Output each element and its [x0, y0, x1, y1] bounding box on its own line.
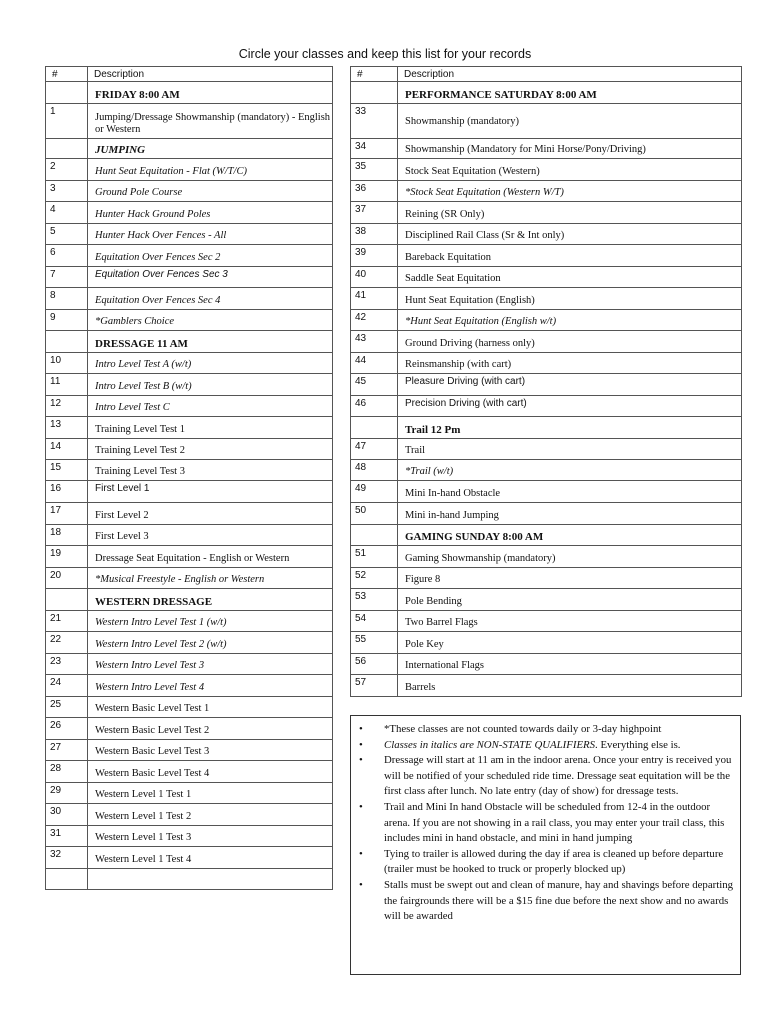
class-number: 22	[46, 632, 88, 654]
class-description: Gaming Showmanship (mandatory)	[398, 546, 742, 568]
class-description: Jumping/Dressage Showmanship (mandatory) - English or Western	[88, 104, 333, 139]
class-number: 41	[351, 288, 398, 310]
class-description: Disciplined Rail Class (Sr & Int only)	[398, 224, 742, 245]
class-number: 15	[46, 460, 88, 481]
class-description: Barrels	[398, 675, 742, 697]
class-description: Training Level Test 3	[88, 460, 333, 481]
class-number: 4	[46, 202, 88, 224]
class-row	[46, 697, 333, 718]
class-row	[351, 568, 742, 589]
class-description: Western Level 1 Test 2	[88, 804, 333, 826]
class-row	[351, 675, 742, 697]
class-description: Hunter Hack Ground Poles	[88, 202, 333, 224]
class-description: Stock Seat Equitation (Western)	[398, 159, 742, 181]
section-heading: PERFORMANCE SATURDAY 8:00 AM	[398, 82, 742, 104]
class-description: Pole Bending	[398, 589, 742, 611]
class-number: 32	[46, 847, 88, 869]
class-description: Mini In-hand Obstacle	[398, 481, 742, 503]
class-number: 52	[351, 568, 398, 589]
class-row	[46, 761, 333, 783]
class-number: 42	[351, 310, 398, 331]
class-row	[351, 374, 742, 396]
class-description: *Gamblers Choice	[88, 310, 333, 331]
class-description: *Trail (w/t)	[398, 460, 742, 481]
class-number: 17	[46, 503, 88, 525]
class-number: 56	[351, 654, 398, 675]
class-row	[351, 104, 742, 139]
class-description: Western Level 1 Test 1	[88, 783, 333, 804]
class-row	[351, 224, 742, 245]
class-number: 45	[351, 374, 398, 396]
class-description: Pole Key	[398, 632, 742, 654]
bullet-icon: •	[359, 723, 363, 735]
note-item	[359, 847, 734, 878]
class-number: 31	[46, 826, 88, 847]
note-text: Dressage will start at 11 am in the indoor arena. Once your entry is received you will be notified of your scheduled ride time. Dressage seat equitation will be the first class after lunch. No late entry (day of show) for dressage tests.	[384, 754, 732, 798]
class-number: 39	[351, 245, 398, 267]
description-header: Description	[398, 67, 742, 82]
class-number: 7	[46, 267, 88, 288]
class-number: 28	[46, 761, 88, 783]
class-description: Western Level 1 Test 4	[88, 847, 333, 869]
bullet-icon: •	[359, 754, 363, 767]
class-number: 19	[46, 546, 88, 568]
class-description: Western Basic Level Test 2	[88, 718, 333, 740]
notes-list	[351, 722, 740, 925]
class-row	[46, 267, 333, 288]
class-description: Training Level Test 2	[88, 439, 333, 460]
class-row	[46, 826, 333, 847]
class-number: 10	[46, 353, 88, 374]
class-description: Trail	[398, 439, 742, 460]
section-heading: Trail 12 Pm	[398, 417, 742, 439]
class-description: First Level 2	[88, 503, 333, 525]
class-number: 16	[46, 481, 88, 503]
class-number: 24	[46, 675, 88, 697]
class-row	[351, 310, 742, 331]
class-description: Reining (SR Only)	[398, 202, 742, 224]
section-row	[351, 417, 742, 439]
class-description: Intro Level Test A (w/t)	[88, 353, 333, 374]
section-heading: FRIDAY 8:00 AM	[88, 82, 333, 104]
class-number: 3	[46, 181, 88, 202]
section-row	[46, 82, 333, 104]
section-heading: GAMING SUNDAY 8:00 AM	[398, 525, 742, 546]
right-class-table	[350, 66, 742, 697]
table-header	[351, 67, 742, 82]
class-number: 11	[46, 374, 88, 396]
class-number: 34	[351, 139, 398, 159]
empty-row	[46, 869, 333, 890]
class-description: Ground Pole Course	[88, 181, 333, 202]
class-number: 46	[351, 396, 398, 417]
note-text: Trail and Mini In hand Obstacle will be scheduled from 12-4 in the outdoor arena. If you are not showing in a rail class, you may enter your trail class, this includes mini in hand obstacle, and mini in hand jumping	[384, 800, 725, 845]
class-description: *Hunt Seat Equitation (English w/t)	[398, 310, 742, 331]
class-description: Dressage Seat Equitation - English or Western	[88, 546, 333, 568]
class-description: Western Intro Level Test 2 (w/t)	[88, 632, 333, 654]
class-row	[46, 481, 333, 503]
class-row	[351, 181, 742, 202]
section-row	[351, 525, 742, 546]
class-description: Equitation Over Fences Sec 3	[88, 267, 333, 288]
class-number	[351, 82, 398, 104]
note-item	[359, 878, 734, 925]
class-row	[351, 611, 742, 632]
class-description: Equitation Over Fences Sec 4	[88, 288, 333, 310]
class-row	[351, 331, 742, 353]
note-text: Tying to trailer is allowed during the day if area is cleaned up before departure (trailer must be hooked to truck or properly blocked up)	[384, 847, 724, 876]
class-row	[46, 181, 333, 202]
class-row	[46, 439, 333, 460]
class-number: 8	[46, 288, 88, 310]
class-row	[46, 654, 333, 675]
class-number: 49	[351, 481, 398, 503]
bullet-icon: •	[359, 800, 363, 813]
class-number: 30	[46, 804, 88, 826]
class-number	[351, 417, 398, 439]
class-description: Figure 8	[398, 568, 742, 589]
class-row	[46, 718, 333, 740]
note-item	[359, 738, 734, 754]
class-row	[46, 632, 333, 654]
class-row	[351, 396, 742, 417]
class-number: 5	[46, 224, 88, 245]
class-row	[46, 417, 333, 439]
note-text: *These classes are not counted towards daily or 3-day highpoint	[384, 723, 662, 735]
class-number: 36	[351, 181, 398, 202]
number-header: #	[46, 67, 88, 82]
class-description: Hunt Seat Equitation (English)	[398, 288, 742, 310]
class-number: 1	[46, 104, 88, 139]
class-row	[351, 353, 742, 374]
class-description: Western Basic Level Test 4	[88, 761, 333, 783]
class-row	[351, 654, 742, 675]
class-description: Western Intro Level Test 3	[88, 654, 333, 675]
class-number: 48	[351, 460, 398, 481]
class-row	[46, 224, 333, 245]
class-number: 37	[351, 202, 398, 224]
class-row	[46, 847, 333, 869]
class-row	[351, 288, 742, 310]
class-number: 18	[46, 525, 88, 546]
note-item	[359, 722, 734, 738]
class-number: 44	[351, 353, 398, 374]
class-number: 40	[351, 267, 398, 288]
class-row	[351, 245, 742, 267]
class-row	[46, 245, 333, 267]
section-row	[46, 589, 333, 611]
class-row	[351, 481, 742, 503]
class-row	[351, 159, 742, 181]
class-description: Equitation Over Fences Sec 2	[88, 245, 333, 267]
class-number: 9	[46, 310, 88, 331]
class-description: Showmanship (mandatory)	[398, 104, 742, 139]
class-number: 54	[351, 611, 398, 632]
class-number	[46, 139, 88, 159]
class-description: Intro Level Test B (w/t)	[88, 374, 333, 396]
class-number: 35	[351, 159, 398, 181]
note-text: Classes in italics are NON-STATE QUALIFIERS. Everything else is.	[384, 738, 681, 751]
note-text: Stalls must be swept out and clean of manure, hay and shavings before departing the fairgrounds there will be a $15 fine due before the next show and no awards will be awarded	[384, 878, 734, 923]
class-number	[46, 82, 88, 104]
class-number: 51	[351, 546, 398, 568]
class-number: 33	[351, 104, 398, 139]
class-row	[46, 460, 333, 481]
class-description: *Musical Freestyle - English or Western	[88, 568, 333, 589]
bullet-icon: •	[359, 847, 363, 860]
class-number	[46, 331, 88, 353]
class-description: Reinsmanship (with cart)	[398, 353, 742, 374]
class-row	[46, 104, 333, 139]
class-row	[351, 460, 742, 481]
class-description: Intro Level Test C	[88, 396, 333, 417]
class-number: 14	[46, 439, 88, 460]
note-item	[359, 800, 734, 847]
left-class-table	[45, 66, 333, 890]
class-description: Precision Driving (with cart)	[398, 396, 742, 417]
note-item	[359, 753, 734, 800]
class-description: Hunter Hack Over Fences - All	[88, 224, 333, 245]
class-row	[351, 139, 742, 159]
bullet-icon: •	[359, 878, 363, 891]
table-header	[46, 67, 333, 82]
class-description: Pleasure Driving (with cart)	[398, 374, 742, 396]
class-description: Western Level 1 Test 3	[88, 826, 333, 847]
class-number: 21	[46, 611, 88, 632]
section-heading: WESTERN DRESSAGE	[88, 589, 333, 611]
class-number: 26	[46, 718, 88, 740]
notes-box	[350, 715, 741, 975]
number-header: #	[351, 67, 398, 82]
class-description: Bareback Equitation	[398, 245, 742, 267]
class-row	[46, 202, 333, 224]
class-row	[46, 783, 333, 804]
class-description: Western Intro Level Test 4	[88, 675, 333, 697]
class-row	[351, 632, 742, 654]
class-number: 12	[46, 396, 88, 417]
class-row	[351, 546, 742, 568]
class-row	[46, 353, 333, 374]
class-description: First Level 1	[88, 481, 333, 503]
class-description: Western Basic Level Test 3	[88, 740, 333, 761]
class-row	[46, 159, 333, 181]
class-number: 13	[46, 417, 88, 439]
class-description: Western Basic Level Test 1	[88, 697, 333, 718]
class-row	[46, 546, 333, 568]
class-number: 27	[46, 740, 88, 761]
class-row	[46, 396, 333, 417]
section-row	[46, 331, 333, 353]
bullet-icon: •	[359, 738, 363, 751]
class-row	[46, 740, 333, 761]
class-description: *Stock Seat Equitation (Western W/T)	[398, 181, 742, 202]
class-description: International Flags	[398, 654, 742, 675]
class-number	[351, 525, 398, 546]
class-row	[46, 288, 333, 310]
class-number: 20	[46, 568, 88, 589]
class-number: 6	[46, 245, 88, 267]
class-number	[46, 869, 88, 890]
class-row	[351, 439, 742, 460]
page-title: Circle your classes and keep this list for your records	[238, 47, 532, 61]
class-description	[88, 869, 333, 890]
class-number: 23	[46, 654, 88, 675]
class-description: Ground Driving (harness only)	[398, 331, 742, 353]
class-number: 38	[351, 224, 398, 245]
class-row	[351, 589, 742, 611]
class-row	[46, 804, 333, 826]
class-number	[46, 589, 88, 611]
class-description: Hunt Seat Equitation - Flat (W/T/C)	[88, 159, 333, 181]
class-description: Western Intro Level Test 1 (w/t)	[88, 611, 333, 632]
class-row	[351, 267, 742, 288]
class-number: 43	[351, 331, 398, 353]
class-description: Mini in-hand Jumping	[398, 503, 742, 525]
class-row	[351, 503, 742, 525]
class-number: 53	[351, 589, 398, 611]
class-description: Showmanship (Mandatory for Mini Horse/Pony/Driving)	[398, 139, 742, 159]
class-number: 29	[46, 783, 88, 804]
class-number: 2	[46, 159, 88, 181]
class-row	[46, 675, 333, 697]
class-number: 47	[351, 439, 398, 460]
class-number: 50	[351, 503, 398, 525]
class-number: 57	[351, 675, 398, 697]
class-row	[46, 374, 333, 396]
class-number: 55	[351, 632, 398, 654]
section-row	[46, 139, 333, 159]
class-description: First Level 3	[88, 525, 333, 546]
section-heading: JUMPING	[88, 139, 333, 159]
section-row	[351, 82, 742, 104]
class-description: Training Level Test 1	[88, 417, 333, 439]
class-row	[46, 568, 333, 589]
class-row	[351, 202, 742, 224]
description-header: Description	[88, 67, 333, 82]
class-row	[46, 503, 333, 525]
class-row	[46, 611, 333, 632]
class-description: Two Barrel Flags	[398, 611, 742, 632]
class-row	[46, 310, 333, 331]
class-row	[46, 525, 333, 546]
class-description: Saddle Seat Equitation	[398, 267, 742, 288]
section-heading: DRESSAGE 11 AM	[88, 331, 333, 353]
class-number: 25	[46, 697, 88, 718]
